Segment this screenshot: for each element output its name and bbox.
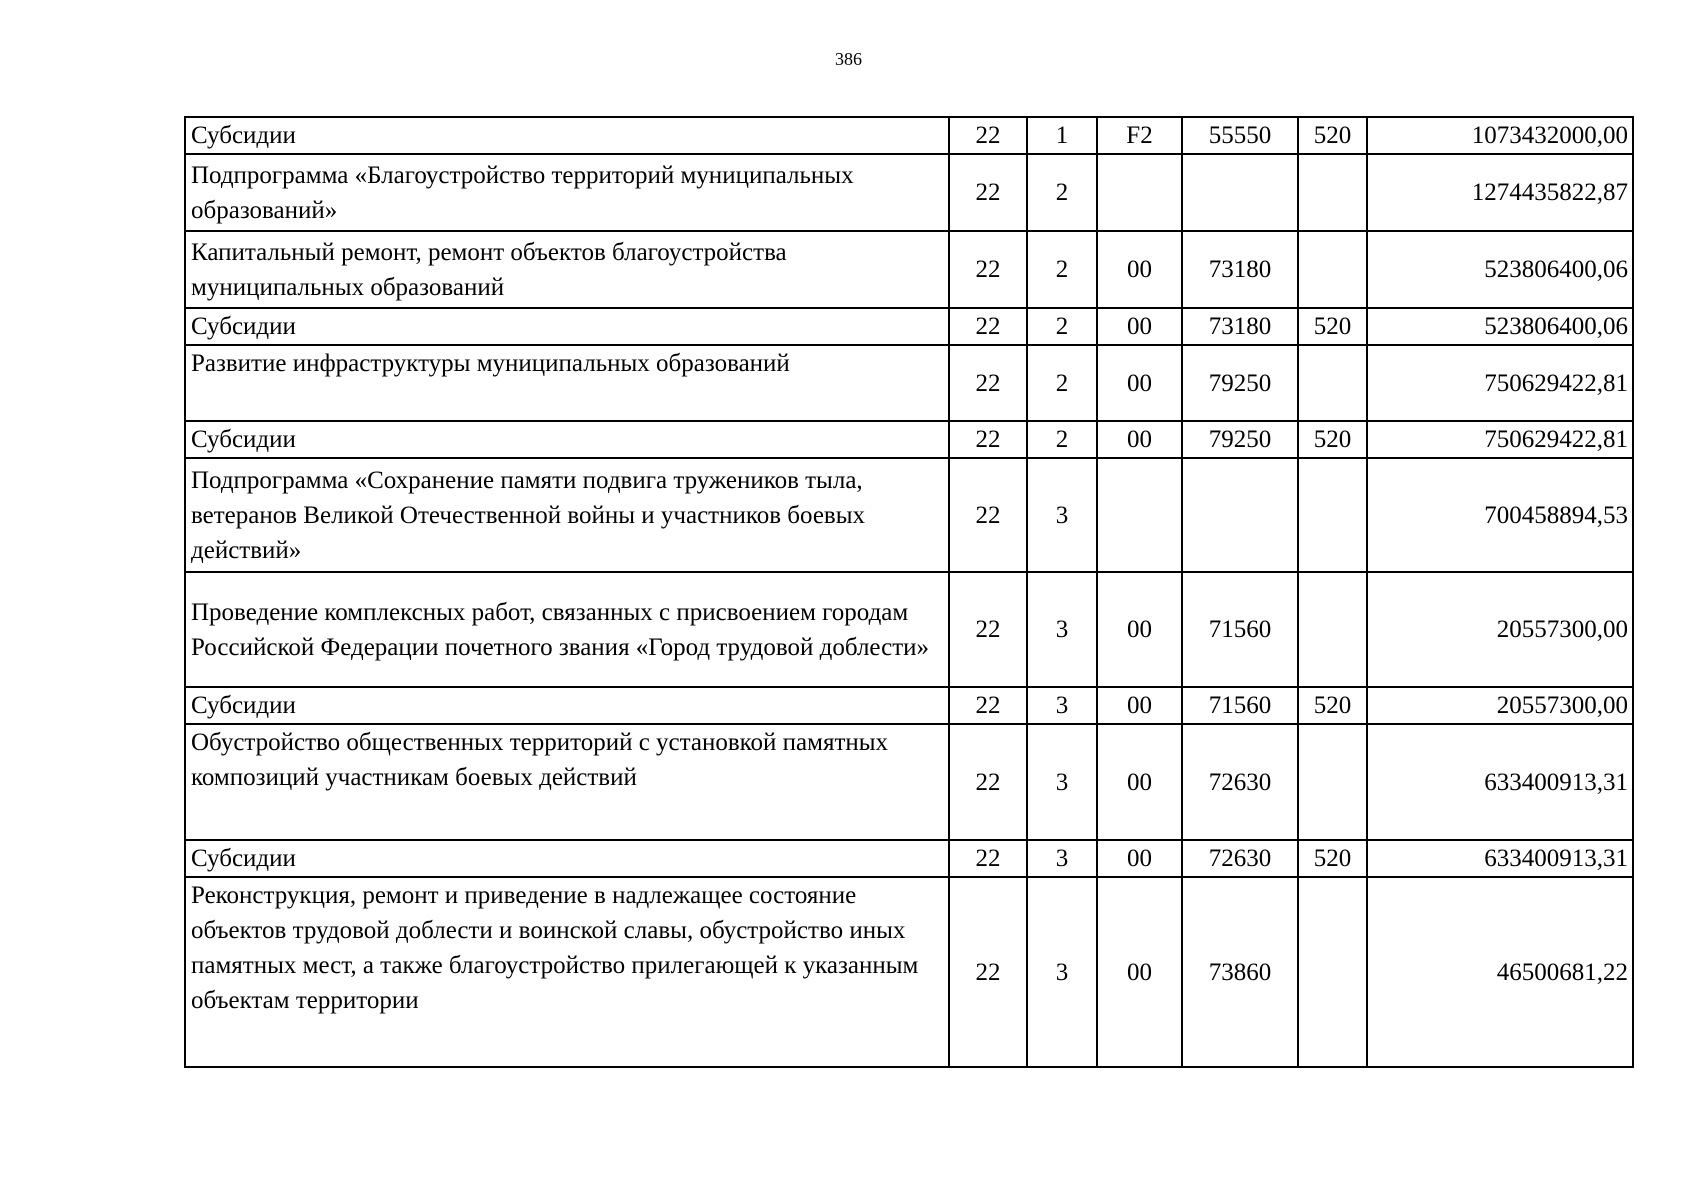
col-code-1: 22	[949, 421, 1027, 458]
col-code-1: 22	[949, 345, 1027, 421]
col-code-1: 22	[949, 572, 1027, 687]
col-code-1: 22	[949, 308, 1027, 345]
row-sum: 750629422,81	[1367, 421, 1633, 458]
col-code-4: 55550	[1182, 117, 1298, 154]
col-code-4: 72630	[1182, 840, 1298, 877]
col-code-1: 22	[949, 117, 1027, 154]
col-code-1: 22	[949, 458, 1027, 572]
table-row	[185, 154, 1633, 231]
col-code-2: 3	[1027, 572, 1097, 687]
table-row	[185, 458, 1633, 572]
col-code-2: 3	[1027, 840, 1097, 877]
col-code-5: 520	[1298, 840, 1367, 877]
col-code-5	[1298, 231, 1367, 308]
row-name: Субсидии	[185, 117, 949, 154]
col-code-1: 22	[949, 840, 1027, 877]
col-code-3: 00	[1097, 345, 1182, 421]
row-sum: 1274435822,87	[1367, 154, 1633, 231]
col-code-5	[1298, 572, 1367, 687]
table-row	[185, 345, 1633, 421]
col-code-5	[1298, 877, 1367, 1067]
col-code-2: 3	[1027, 877, 1097, 1067]
row-name: Субсидии	[185, 421, 949, 458]
row-name: Субсидии	[185, 840, 949, 877]
row-name: Развитие инфраструктуры муниципальных образований	[185, 345, 949, 421]
col-code-2: 3	[1027, 458, 1097, 572]
table-row	[185, 687, 1633, 724]
page-number: 386	[835, 49, 862, 69]
row-sum: 700458894,53	[1367, 458, 1633, 572]
col-code-4: 79250	[1182, 421, 1298, 458]
col-code-3: F2	[1097, 117, 1182, 154]
col-code-4: 73860	[1182, 877, 1298, 1067]
table-row	[185, 877, 1633, 1067]
row-name: Реконструкция, ремонт и приведение в надлежащее состояние объектов трудовой доблести и воинской славы, обустройство иных памятных мест, а также благоустройство прилегающей к указанным объектам территории	[185, 877, 949, 1067]
col-code-2: 2	[1027, 345, 1097, 421]
col-code-3: 00	[1097, 231, 1182, 308]
col-code-1: 22	[949, 877, 1027, 1067]
col-code-3: 00	[1097, 687, 1182, 724]
row-name: Проведение комплексных работ, связанных с присвоением городам Российской Федерации почетного звания «Город трудовой доблести»	[185, 572, 949, 687]
row-sum: 633400913,31	[1367, 840, 1633, 877]
col-code-2: 3	[1027, 724, 1097, 840]
col-code-3	[1097, 154, 1182, 231]
col-code-2: 2	[1027, 231, 1097, 308]
col-code-5	[1298, 724, 1367, 840]
col-code-2: 2	[1027, 308, 1097, 345]
row-name: Подпрограмма «Сохранение памяти подвига тружеников тыла, ветеранов Великой Отечественной войны и участников боевых действий»	[185, 458, 949, 572]
col-code-2: 2	[1027, 421, 1097, 458]
col-code-4	[1182, 154, 1298, 231]
col-code-3: 00	[1097, 308, 1182, 345]
col-code-1: 22	[949, 231, 1027, 308]
table-row	[185, 308, 1633, 345]
col-code-3: 00	[1097, 421, 1182, 458]
row-name: Обустройство общественных территорий с установкой памятных композиций участникам боевых действий	[185, 724, 949, 840]
col-code-5: 520	[1298, 421, 1367, 458]
col-code-2: 1	[1027, 117, 1097, 154]
row-sum: 46500681,22	[1367, 877, 1633, 1067]
row-name: Субсидии	[185, 308, 949, 345]
table-row	[185, 724, 1633, 840]
row-name: Подпрограмма «Благоустройство территорий муниципальных образований»	[185, 154, 949, 231]
col-code-5: 520	[1298, 308, 1367, 345]
col-code-4: 71560	[1182, 687, 1298, 724]
budget-table	[184, 116, 1634, 1068]
table-row	[185, 421, 1633, 458]
col-code-4	[1182, 458, 1298, 572]
col-code-1: 22	[949, 687, 1027, 724]
row-sum: 523806400,06	[1367, 231, 1633, 308]
col-code-1: 22	[949, 724, 1027, 840]
table-row	[185, 572, 1633, 687]
col-code-5	[1298, 458, 1367, 572]
row-sum: 1073432000,00	[1367, 117, 1633, 154]
table-row	[185, 231, 1633, 308]
col-code-3: 00	[1097, 877, 1182, 1067]
col-code-4: 72630	[1182, 724, 1298, 840]
row-sum: 20557300,00	[1367, 687, 1633, 724]
table-row	[185, 117, 1633, 154]
col-code-3	[1097, 458, 1182, 572]
row-sum: 750629422,81	[1367, 345, 1633, 421]
row-name: Субсидии	[185, 687, 949, 724]
row-name: Капитальный ремонт, ремонт объектов благоустройства муниципальных образований	[185, 231, 949, 308]
col-code-4: 71560	[1182, 572, 1298, 687]
col-code-3: 00	[1097, 572, 1182, 687]
col-code-5	[1298, 154, 1367, 231]
col-code-4: 73180	[1182, 231, 1298, 308]
col-code-4: 79250	[1182, 345, 1298, 421]
table-row	[185, 840, 1633, 877]
row-sum: 20557300,00	[1367, 572, 1633, 687]
col-code-4: 73180	[1182, 308, 1298, 345]
col-code-5: 520	[1298, 117, 1367, 154]
col-code-5	[1298, 345, 1367, 421]
col-code-5: 520	[1298, 687, 1367, 724]
row-sum: 633400913,31	[1367, 724, 1633, 840]
row-sum: 523806400,06	[1367, 308, 1633, 345]
col-code-2: 3	[1027, 687, 1097, 724]
col-code-3: 00	[1097, 724, 1182, 840]
col-code-3: 00	[1097, 840, 1182, 877]
col-code-2: 2	[1027, 154, 1097, 231]
col-code-1: 22	[949, 154, 1027, 231]
